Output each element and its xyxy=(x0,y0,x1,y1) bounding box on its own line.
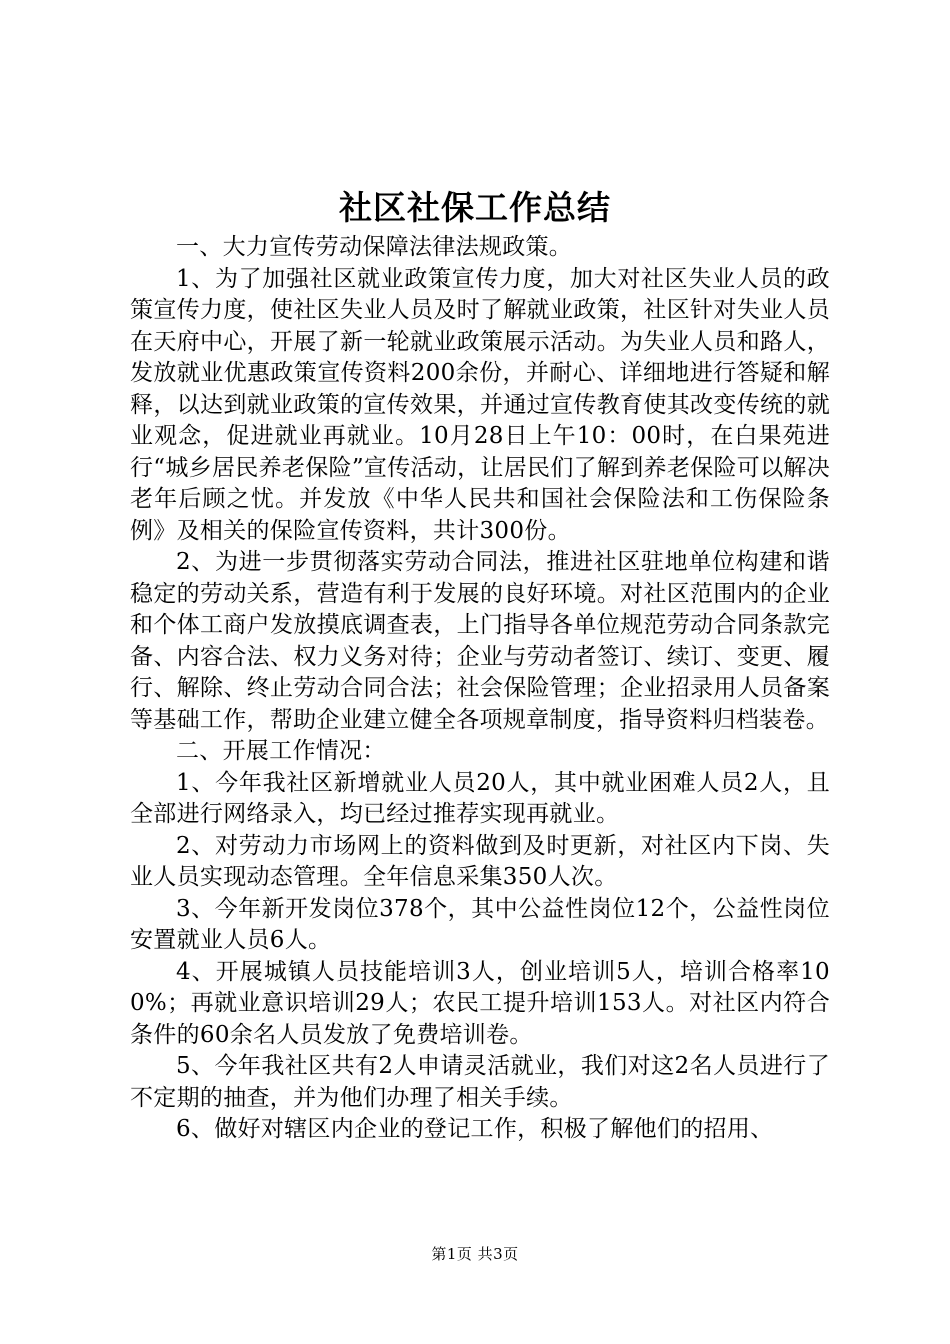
work-item-4: 4、开展城镇人员技能培训3人，创业培训5人，培训合格率100%；再就业意识培训29人；农民工提升培训153人。对社区内符合条件的60余名人员发放了免费培训卷。 xyxy=(130,958,830,1048)
work-item-1: 1、今年我社区新增就业人员20人，其中就业困难人员2人，且全部进行网络录入，均已经过推荐实现再就业。 xyxy=(130,769,830,827)
work-item-2: 2、对劳动力市场网上的资料做到及时更新，对社区内下岗、失业人员实现动态管理。全年信息采集350人次。 xyxy=(130,832,830,890)
work-item-5: 5、今年我社区共有2人申请灵活就业，我们对这2名人员进行了不定期的抽查，并为他们办理了相关手续。 xyxy=(130,1053,830,1111)
document-body xyxy=(130,232,830,1146)
section-heading-2: 二、开展工作情况： xyxy=(176,738,386,764)
work-item-3: 3、今年新开发岗位378个，其中公益性岗位12个，公益性岗位安置就业人员6人。 xyxy=(130,895,830,953)
document-title: 社区社保工作总结 xyxy=(339,188,611,227)
work-item-6: 6、做好对辖区内企业的登记工作，积极了解他们的招用、 xyxy=(176,1116,774,1142)
paragraph-item-1: 1、为了加强社区就业政策宣传力度，加大对社区失业人员的政策宣传力度，使社区失业人员及时了解就业政策，社区针对失业人员在天府中心，开展了新一轮就业政策展示活动。为失业人员和路人，发放就业优惠政策宣传资料200余份，并耐心、详细地进行答疑和解释，以达到就业政策的宣传效果，并通过宣传教育使其改变传统的就业观念，促进就业再就业。10月28日上午10：00时，在白果苑进行“城乡居民养老保险”宣传活动，让居民们了解到养老保险可以解决老年后顾之忧。并发放《中华人民共和国社会保险法和工伤保险条例》及相关的保险宣传资料，共计300份。 xyxy=(130,265,830,544)
paragraph-item-2: 2、为进一步贯彻落实劳动合同法，推进社区驻地单位构建和谐稳定的劳动关系，营造有利于发展的良好环境。对社区范围内的企业和个体工商户发放摸底调查表，上门指导各单位规范劳动合同条款完备、内容合法、权力义务对待；企业与劳动者签订、续订、变更、履行、解除、终止劳动合同合法；社会保险管理；企业招录用人员备案等基础工作，帮助企业建立健全各项规章制度，指导资料归档装卷。 xyxy=(130,549,830,733)
section-heading-1: 一、大力宣传劳动保障法律法规政策。 xyxy=(176,234,573,260)
page-number-footer: 第1页 共3页 xyxy=(431,1245,519,1263)
